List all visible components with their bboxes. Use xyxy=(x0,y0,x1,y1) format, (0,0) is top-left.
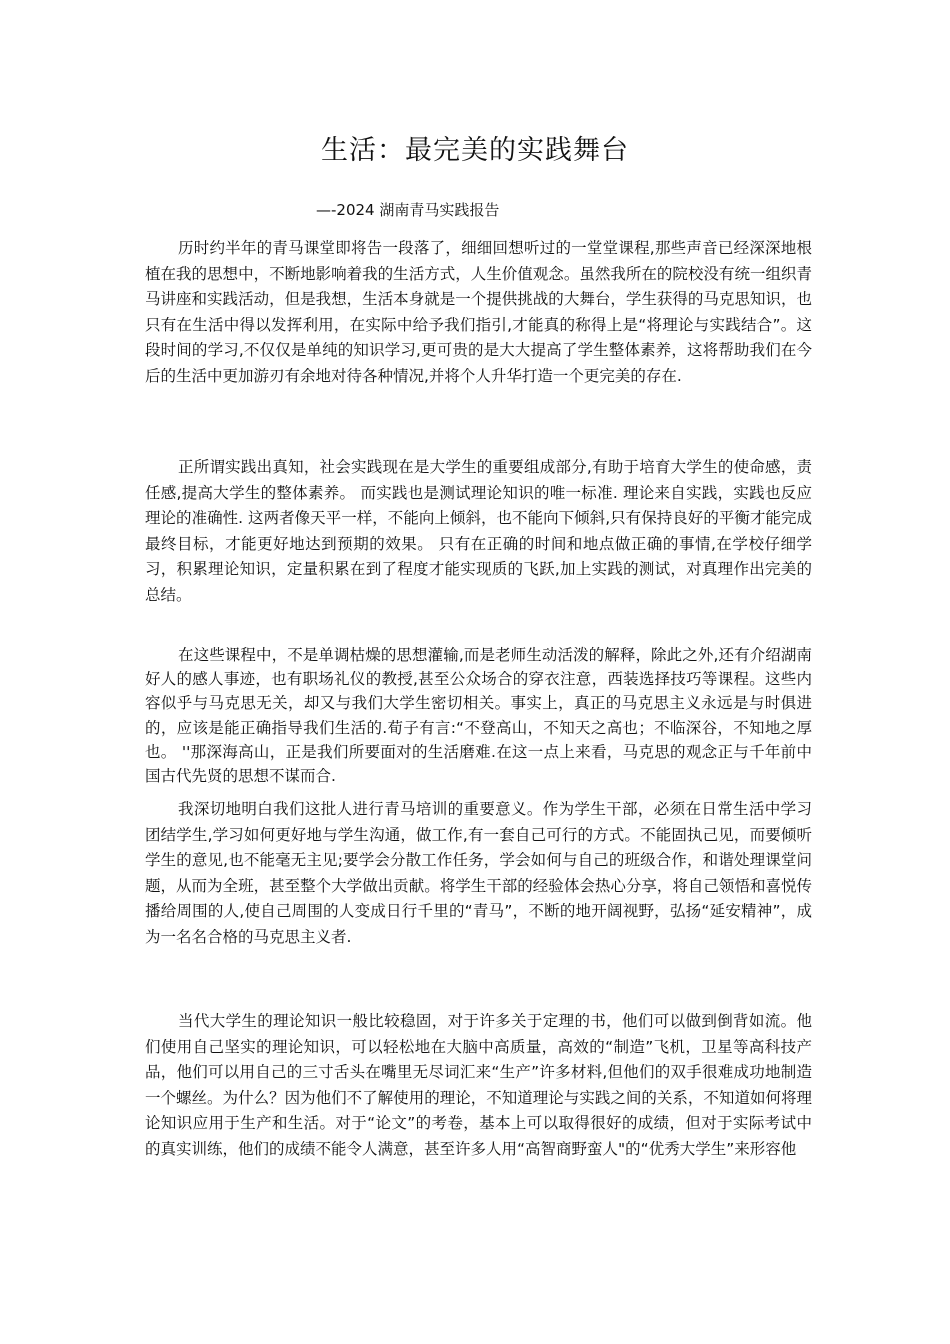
paragraph-4: 我深切地明白我们这批人进行青马培训的重要意义。作为学生干部，必须在日常生活中学习团结学生,学习如何更好地与学生沟通，做工作,有一套自己可行的方式。不能固执己见，而要倾听学生的意见,也不能毫无主见;要学会分散工作任务，学会如何与自己的班级合作，和谐处理课堂问题，从而为全班，甚至整个大学做出贡献。将学生干部的经验体会热心分享，将自己领悟和喜悦传播给周围的人,使自己周围的人变成日行千里的“青马”，不断的地开阔视野，弘扬“延安精神”，成为一名名合格的马克思主义者. xyxy=(145,800,812,946)
document-subtitle: —-2024 湖南青马实践报告 xyxy=(316,201,500,219)
document-title: 生活：最完美的实践舞台 xyxy=(321,135,629,166)
paragraph-3: 在这些课程中，不是单调枯燥的思想灌输,而是老师生动活泼的解释，除此之外,还有介绍湖南好人的感人事迹，也有职场礼仪的教授,甚至公众场合的穿衣注意，西装选择技巧等课程。这些内容似乎与马克思无关，却又与我们大学生密切相关。事实上，真正的马克思主义永远是与时俱进的，应该是能正确指导我们生活的.荀子有言:“不登高山，不知天之高也；不临深谷，不知地之厚也。 ''那深海高山，正是我们所要面对的生活磨难.在这一点上来看，马克思的观念正与千年前中国古代先贤的思想不谋而合. xyxy=(145,646,812,786)
paragraph-5: 当代大学生的理论知识一般比较稳固，对于许多关于定理的书，他们可以做到倒背如流。他们使用自己坚实的理论知识，可以轻松地在大脑中高质量，高效的“制造”飞机，卫星等高科技产品，他们可以用自己的三寸舌头在嘴里无尽词汇来“生产”许多材料,但他们的双手很难成功地制造一个螺丝。为什么？因为他们不了解使用的理论，不知道理论与实践之间的关系，不知道如何将理论知识应用于生产和生活。对于“论文”的考卷，基本上可以取得很好的成绩，但对于实际考试中的真实训练，他们的成绩不能令人满意，甚至许多人用“高智商野蛮人"的“优秀大学生”来形容他 xyxy=(145,1012,812,1158)
paragraph-2: 正所谓实践出真知，社会实践现在是大学生的重要组成部分,有助于培育大学生的使命感，责任感,提高大学生的整体素养。 而实践也是测试理论知识的唯一标准. 理论来自实践，实践也反应理论的准确性. 这两者像天平一样，不能向上倾斜，也不能向下倾斜,只有保持良好的平衡才能完成最终目标，才能更好地达到预期的效果。 只有在正确的时间和地点做正确的事情,在学校仔细学习，积累理论知识，定量积累在到了程度才能实现质的飞跃,加上实践的测试，对真理作出完美的总结。 xyxy=(145,458,812,604)
paragraph-1: 历时约半年的青马课堂即将告一段落了，细细回想听过的一堂堂课程,那些声音已经深深地根植在我的思想中，不断地影响着我的生活方式，人生价值观念。虽然我所在的院校没有统一组织青马讲座和实践活动，但是我想，生活本身就是一个提供挑战的大舞台，学生获得的马克思知识，也只有在生活中得以发挥利用，在实际中给予我们指引,才能真的称得上是“将理论与实践结合”。这段时间的学习,不仅仅是单纯的知识学习,更可贵的是大大提高了学生整体素养，这将帮助我们在今后的生活中更加游刃有余地对待各种情况,并将个人升华打造一个更完美的存在. xyxy=(145,239,812,385)
